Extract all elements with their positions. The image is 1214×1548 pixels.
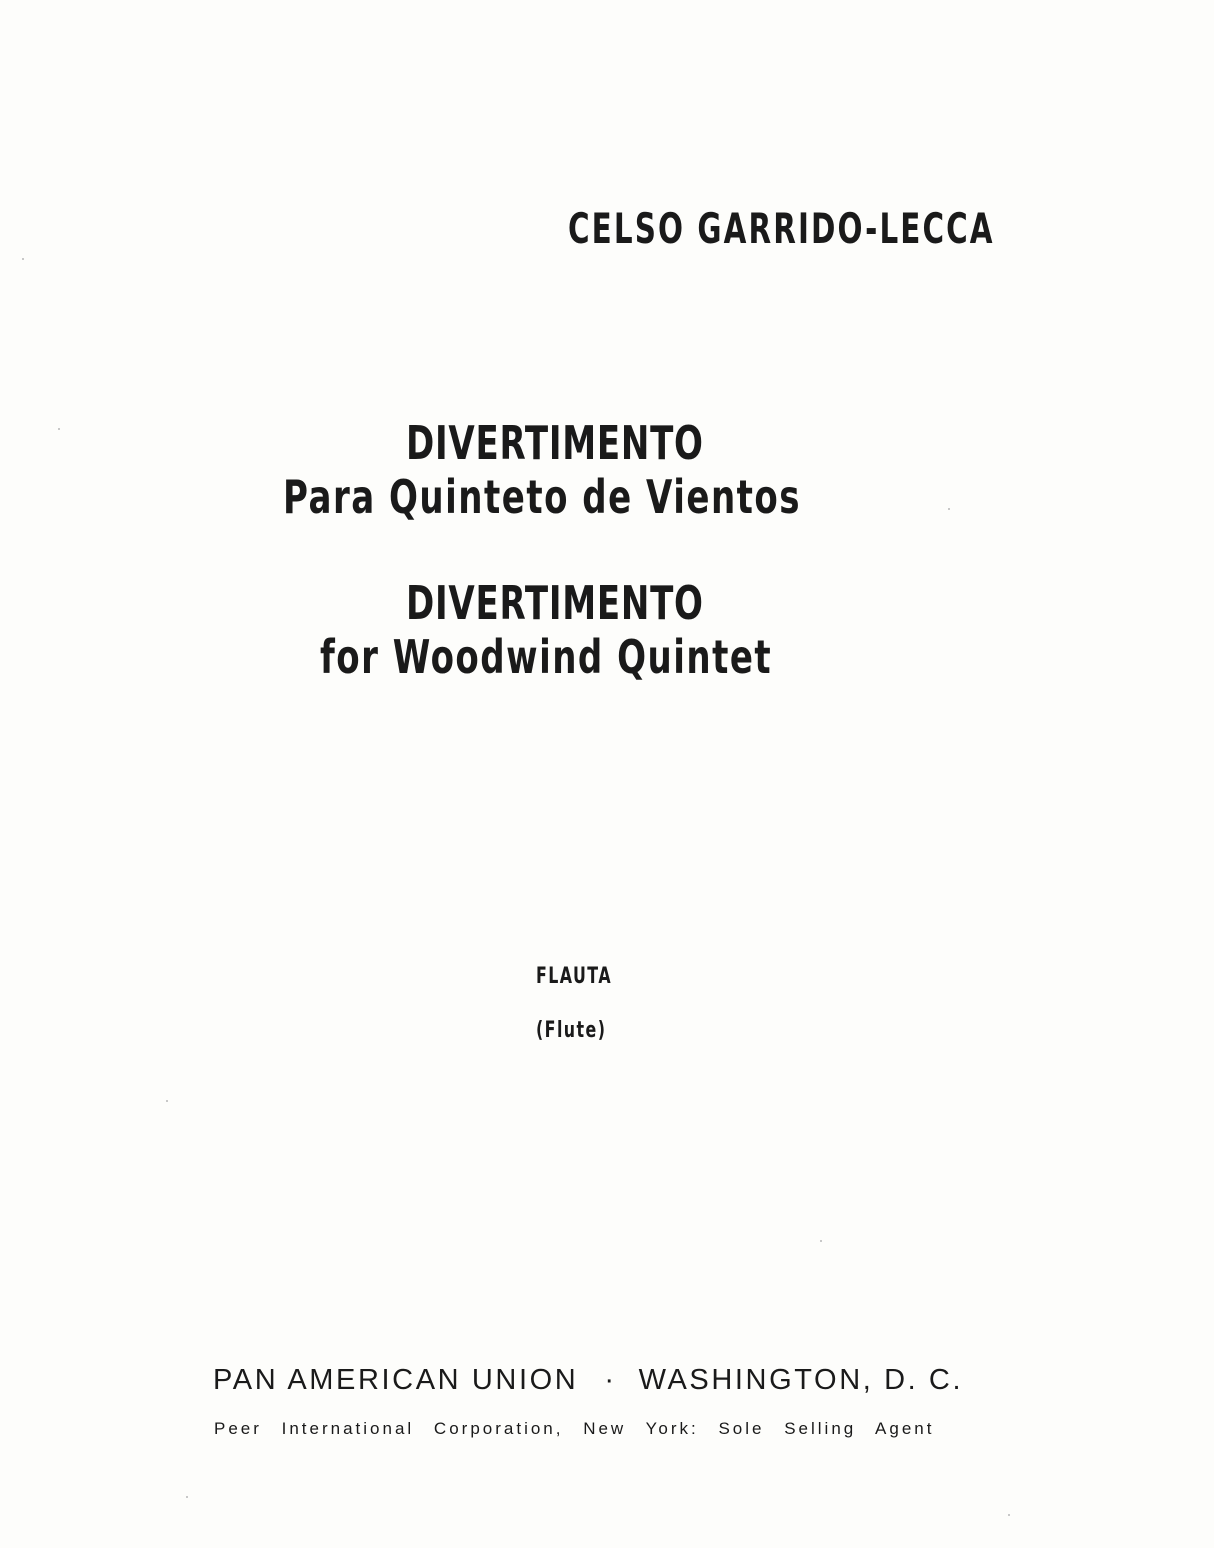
publisher-name: PAN AMERICAN UNION bbox=[213, 1364, 579, 1396]
selling-agent-line: Peer International Corporation, New York: Sole Selling Agent bbox=[214, 1419, 935, 1438]
title-english-sub: for Woodwind Quintet bbox=[320, 630, 773, 684]
paper-speck bbox=[22, 258, 24, 260]
paper-speck bbox=[186, 1496, 188, 1498]
title-spanish-sub: Para Quinteto de Vientos bbox=[283, 470, 802, 524]
paper-speck bbox=[820, 1240, 822, 1242]
title-english-main: DIVERTIMENTO bbox=[406, 576, 704, 630]
composer-name: CELSO GARRIDO-LECCA bbox=[568, 204, 995, 253]
paper-speck bbox=[948, 508, 950, 510]
title-spanish-main: DIVERTIMENTO bbox=[406, 416, 704, 470]
publisher-city: WASHINGTON, D. C. bbox=[638, 1364, 964, 1396]
instrument-spanish: FLAUTA bbox=[536, 964, 613, 989]
publisher-separator: · bbox=[604, 1364, 617, 1396]
paper-speck bbox=[166, 1100, 168, 1102]
publisher-line bbox=[213, 1366, 963, 1395]
paper-speck bbox=[1008, 1514, 1010, 1516]
instrument-english: (Flute) bbox=[536, 1018, 607, 1043]
paper-speck bbox=[58, 428, 60, 430]
